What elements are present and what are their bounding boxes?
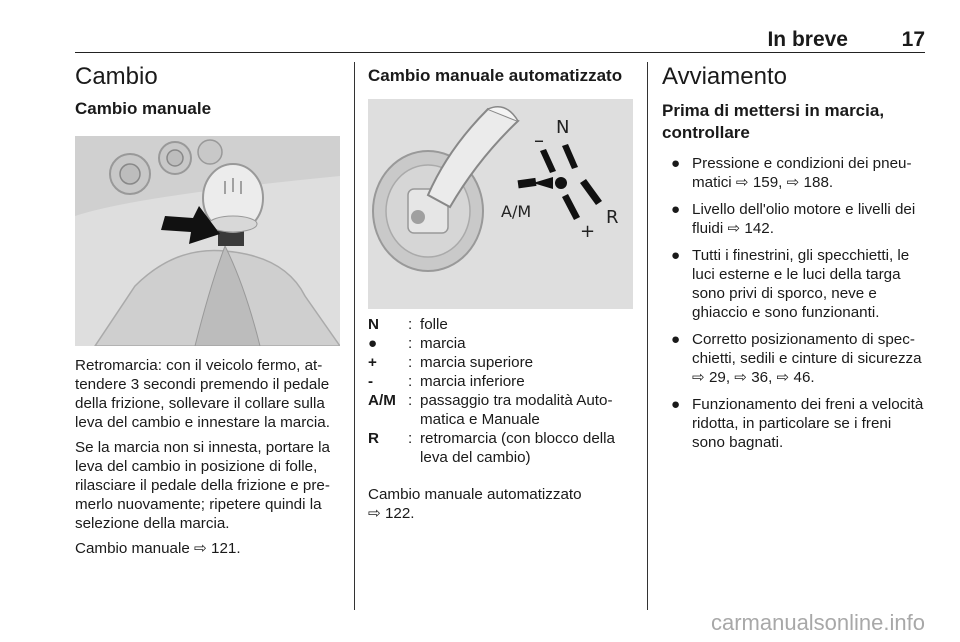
checklist-item xyxy=(662,154,927,192)
heading-avviamento: Avviamento xyxy=(662,63,787,90)
legend-value: retromarcia (con blocco della leva del cambio) xyxy=(420,430,615,466)
label-am: A/M xyxy=(501,202,532,221)
bullet-icon: ● xyxy=(671,247,681,264)
legend-colon: : xyxy=(408,430,413,447)
page-ref-arrow-icon: ⇨ xyxy=(368,504,381,522)
legend-value: marcia superiore xyxy=(420,354,534,371)
manual-gear-illustration xyxy=(75,136,340,346)
heading-cambio: Cambio xyxy=(75,63,158,90)
automated-gear-illustration xyxy=(368,99,633,309)
legend-value: folle xyxy=(420,316,448,333)
checklist-item xyxy=(662,395,927,452)
gear-legend xyxy=(368,315,633,467)
checklist-item xyxy=(662,200,927,238)
legend-key: + xyxy=(368,354,377,371)
ref-page: 121. xyxy=(211,540,241,557)
neutral-dot-icon xyxy=(555,177,567,189)
legend-colon: : xyxy=(408,373,413,390)
legend-key: - xyxy=(368,373,374,390)
page-header xyxy=(75,28,925,53)
legend-colon: : xyxy=(408,316,413,333)
column-divider xyxy=(354,62,355,610)
section-title: In breve xyxy=(767,28,848,51)
legend-row xyxy=(368,429,633,467)
legend-value: marcia xyxy=(420,335,466,352)
legend-key: ● xyxy=(368,335,378,352)
legend-row xyxy=(368,334,633,353)
legend-row xyxy=(368,353,633,372)
bullet-icon: ● xyxy=(671,331,681,348)
legend-colon: : xyxy=(408,335,413,352)
label-plus: + xyxy=(580,221,596,242)
legend-row xyxy=(368,372,633,391)
checklist-item-text: Livello dell'olio motore e livelli dei fluidi ⇨ 142. xyxy=(692,201,916,237)
bullet-icon: ● xyxy=(671,155,681,172)
ref-page: 122. xyxy=(384,505,415,522)
label-r: R xyxy=(606,207,619,228)
checklist xyxy=(662,154,927,452)
column-avviamento xyxy=(662,62,927,460)
legend-row xyxy=(368,391,633,429)
legend-value: passaggio tra modalità Automatica e Manuale xyxy=(420,392,613,428)
subheading-prima-di-mettersi: Prima di mettersi in marcia, controllare xyxy=(662,101,885,142)
label-n: N xyxy=(556,117,570,138)
column-divider xyxy=(647,62,648,610)
checklist-item xyxy=(662,330,927,387)
bullet-icon: ● xyxy=(671,201,681,218)
label-minus: – xyxy=(534,128,544,152)
legend-row xyxy=(368,315,633,334)
checklist-item-text: Pressione e condizioni dei pneumatici ⇨ 159, ⇨ 188. xyxy=(692,155,912,191)
ref-text: Cambio manuale xyxy=(75,540,195,557)
checklist-item-text: Funzionamento dei freni a velocità ridotta, in particolare se i freni sono bagnati. xyxy=(692,396,924,451)
page-number: 17 xyxy=(901,28,925,51)
column-cambio-automatizzato xyxy=(368,62,633,523)
checklist-item-text: Tutti i finestrini, gli specchietti, le luci esterne e le luci della targa sono privi di sporco, neve e ghiaccio e sono funzionanti. xyxy=(692,247,910,321)
legend-colon: : xyxy=(408,392,413,409)
watermark: carmanualsonline.info xyxy=(710,610,925,635)
legend-key: N xyxy=(368,316,379,333)
checklist-item-text: Corretto posizionamento di specchietti, sedili e cinture di sicurezza ⇨ 29, ⇨ 36, ⇨ 46. xyxy=(692,331,922,386)
figure-manual-gear-lever xyxy=(75,136,340,346)
figure-automated-gear-lever xyxy=(368,99,633,309)
ref-text: Cambio manuale automatizzato xyxy=(368,486,582,503)
page-ref-arrow-icon: ⇨ xyxy=(194,539,207,557)
column-cambio xyxy=(75,62,340,558)
bullet-icon: ● xyxy=(671,396,681,413)
checklist-item xyxy=(662,246,927,322)
subheading-cambio-manuale: Cambio manuale xyxy=(75,99,212,118)
paragraph-cambio-manuale-ref xyxy=(75,539,340,558)
paragraph-automatizzato-ref xyxy=(368,485,633,523)
legend-colon: : xyxy=(408,354,413,371)
legend-key: A/M xyxy=(368,392,396,409)
paragraph-se-la-marcia: Se la marcia non si innesta, portare la leva del cambio in posizione di folle, rilasciare il pedale della frizione e premerlo nuovamente; ripetere quindi la selezione della marcia. xyxy=(75,439,330,532)
heading-cambio-automatizzato: Cambio manuale automatizzato xyxy=(368,66,623,85)
legend-value: marcia inferiore xyxy=(420,373,525,390)
legend-key: R xyxy=(368,430,379,447)
paragraph-retromarcia: Retromarcia: con il veicolo fermo, attendere 3 secondi premendo il pedale della frizione, sollevare il collare sulla leva del cambio e innestare la marcia. xyxy=(75,357,330,431)
